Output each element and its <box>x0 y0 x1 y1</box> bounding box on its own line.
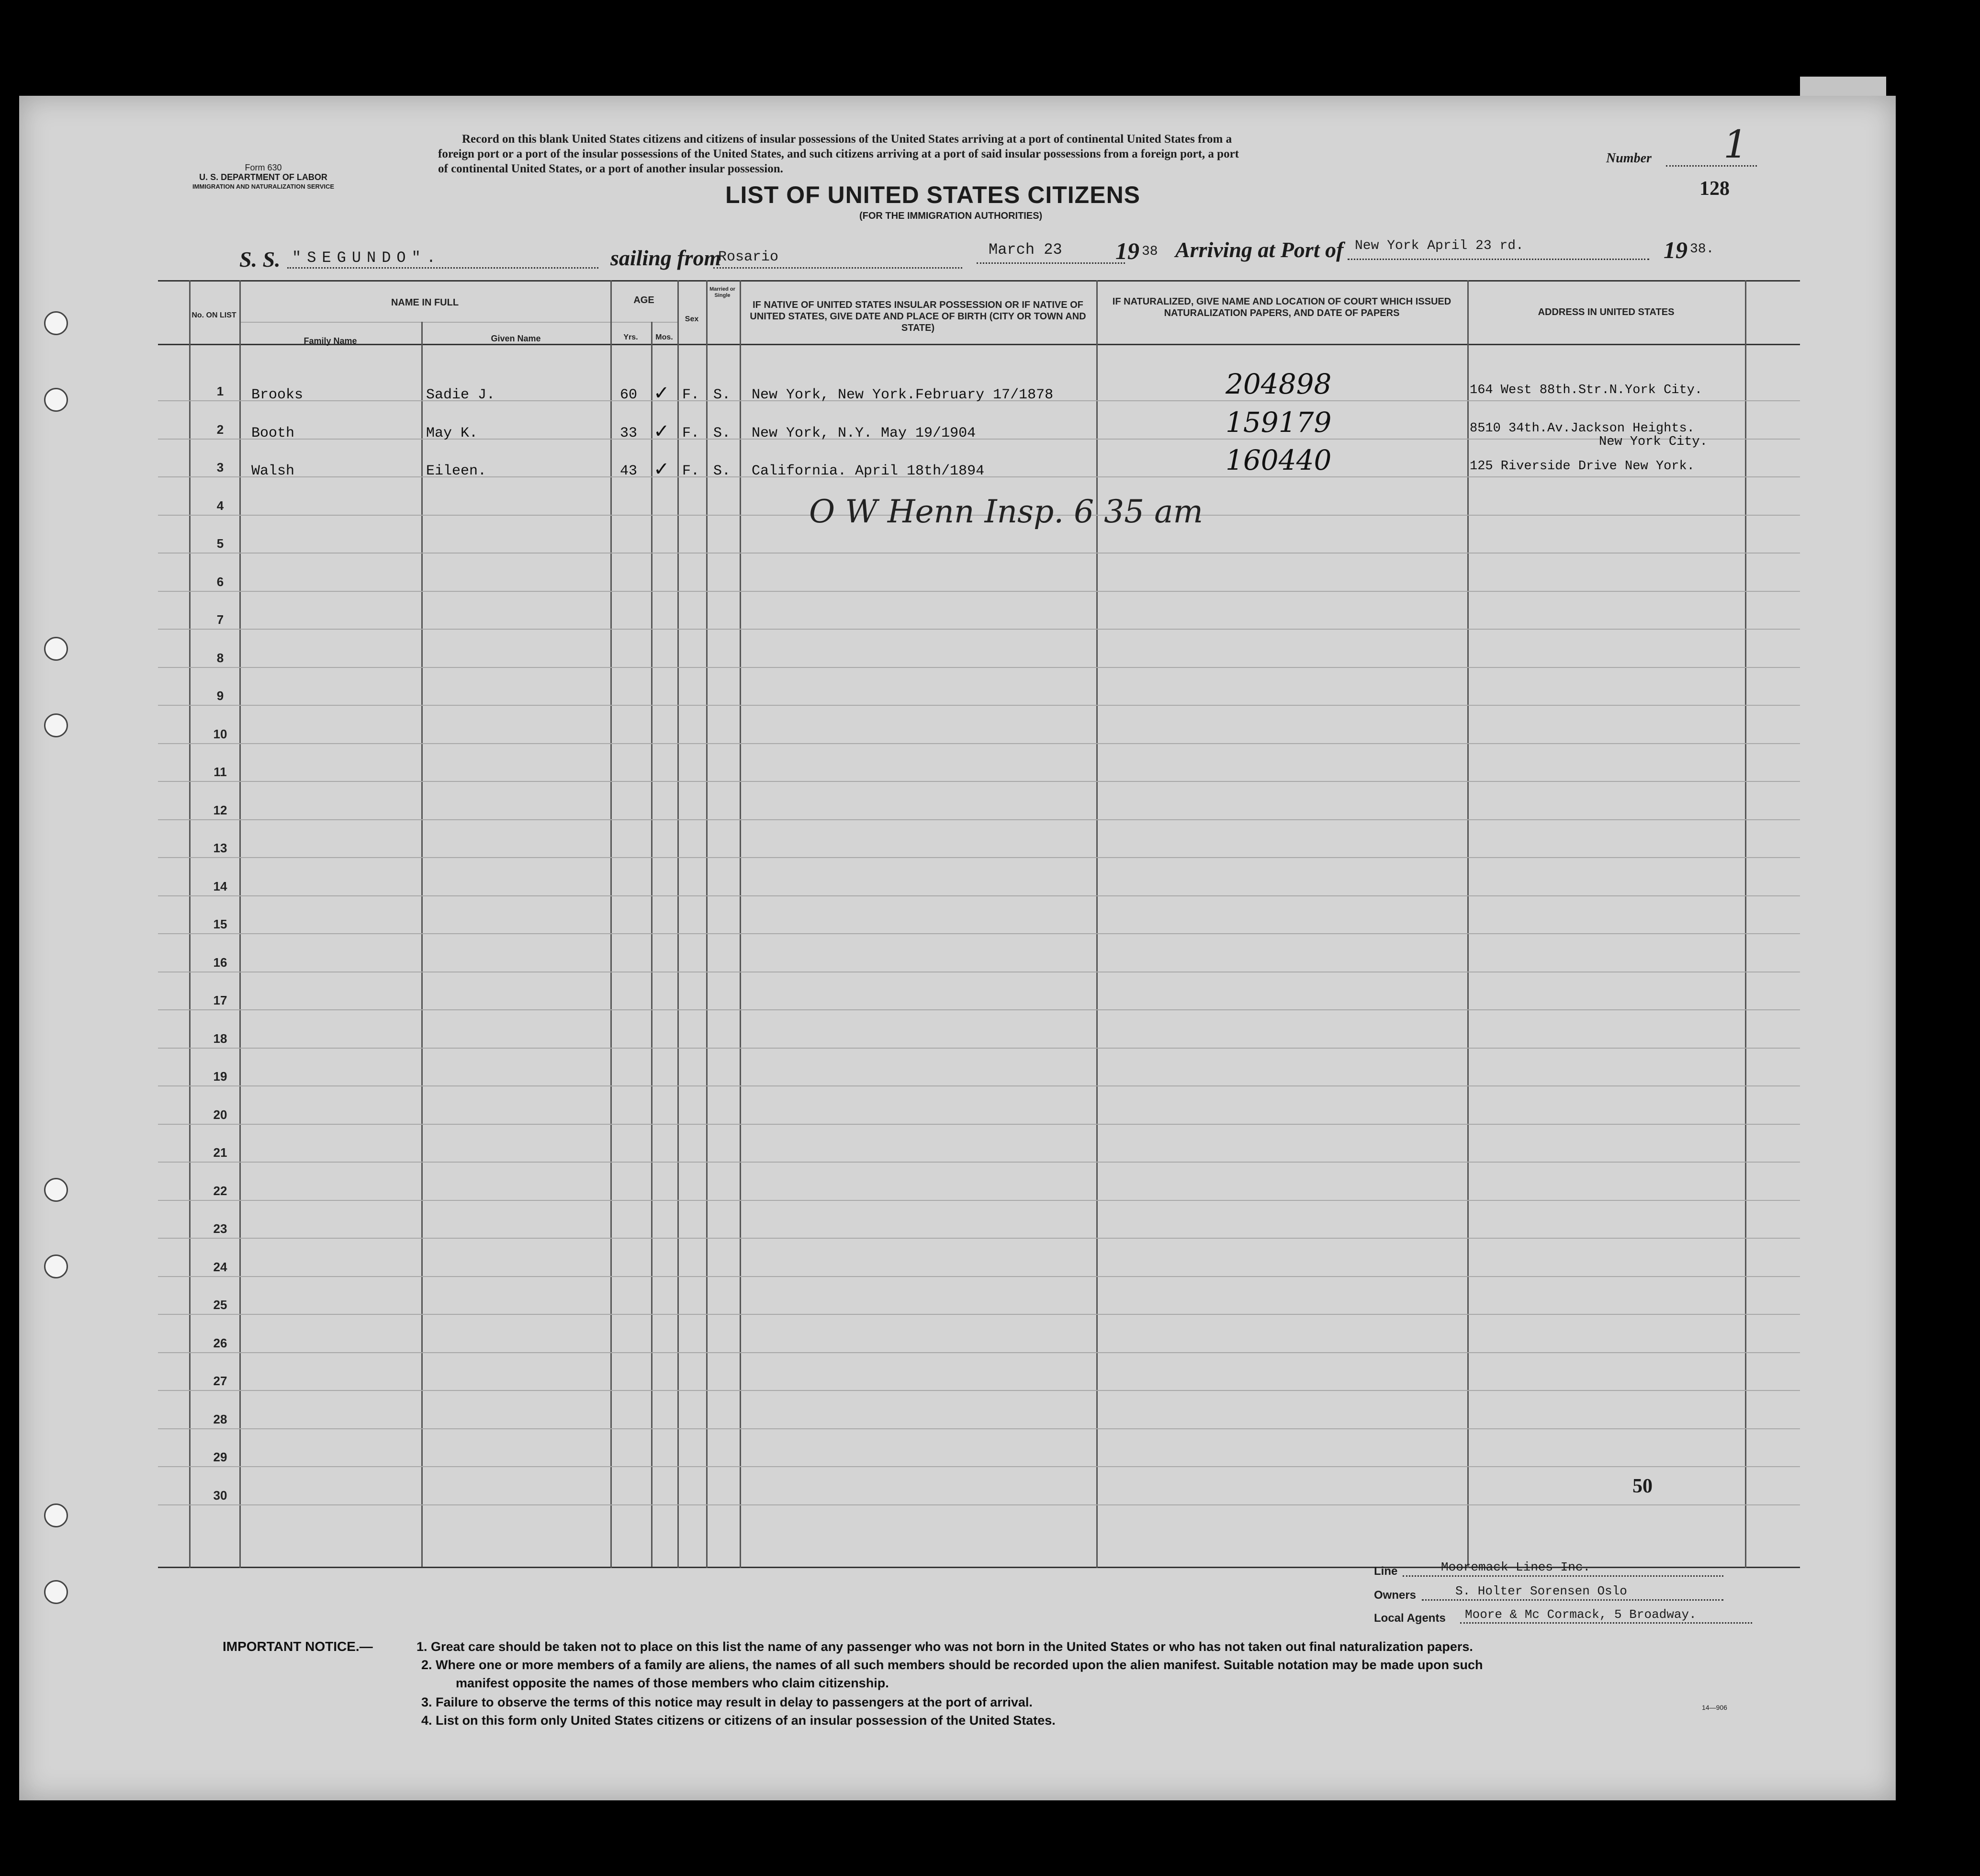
row-number: 23 <box>213 1221 227 1236</box>
marital-status-cell: S. <box>713 387 731 403</box>
age-subheader-rule <box>610 322 677 323</box>
row-rule <box>158 743 1800 744</box>
header-married: Married or Single <box>709 286 735 298</box>
header-address: ADDRESS IN UNITED STATES <box>1538 307 1675 317</box>
port-to: New York April 23 rd. <box>1355 238 1524 253</box>
age-years-cell: 60 <box>620 387 638 403</box>
header-native: IF NATIVE OF UNITED STATES INSULAR POSSESSION OR IF NATIVE OF UNITED STATES, GIVE DATE AND PLACE OF BIRTH (CITY OR TOWN AND STATE) <box>750 300 1086 333</box>
print-code: 14—906 <box>1702 1704 1727 1711</box>
naturalization-paper-number: 159179 <box>1226 406 1332 439</box>
naturalization-paper-number: 204898 <box>1226 368 1332 400</box>
row-number: 17 <box>213 993 227 1007</box>
row-number: 12 <box>213 803 227 817</box>
age-months-cell: ✓ <box>653 382 670 404</box>
inspector-note: O W Henn Insp. 6 35 am <box>809 493 1204 530</box>
service-name: IMMIGRATION AND NATURALIZATION SERVICE <box>192 183 335 190</box>
row-rule <box>158 1238 1800 1239</box>
header-name-in-full: NAME IN FULL <box>391 297 459 308</box>
row-rule <box>158 1200 1800 1201</box>
col-divider <box>651 322 652 1567</box>
birth-details-cell: California. April 18th/1894 <box>752 463 985 479</box>
family-name-cell: Walsh <box>251 463 295 479</box>
date-line <box>977 262 1125 264</box>
binder-hole <box>44 388 68 412</box>
owners-label: Owners <box>1374 1589 1417 1602</box>
row-rule <box>158 439 1800 440</box>
row-number: 8 <box>216 651 224 665</box>
row-rule <box>158 629 1800 630</box>
row-rule <box>158 1504 1800 1505</box>
row-number: 13 <box>213 841 227 855</box>
row-rule <box>158 1162 1800 1163</box>
notice-item-1: 1. Great care should be taken not to place on this list the name of any passenger who was not born in the United States or who has not taken out final naturalization papers. <box>416 1639 1473 1654</box>
row-number: 29 <box>213 1450 227 1464</box>
line-dotline <box>1403 1575 1723 1577</box>
year-prefix-1: 19 <box>1115 237 1139 264</box>
departure-date: March 23 <box>989 241 1062 259</box>
notice-item-3: 3. Failure to observe the terms of this notice may result in delay to passengers at the port of arrival. <box>421 1695 1033 1709</box>
header-family-name: Family Name <box>304 336 357 346</box>
owners-dotline <box>1422 1599 1723 1601</box>
row-number: 14 <box>213 879 227 893</box>
notice-item-2: 2. Where one or more members of a family are aliens, the names of all such members should be recorded upon the alien manifest. Suitable notation may be made upon such <box>421 1658 1483 1672</box>
address-cell: 125 Riverside Drive New York. <box>1470 459 1695 474</box>
instructions-line-3: of continental United States, or a port of another insular possession. <box>438 162 783 175</box>
row-number: 22 <box>213 1184 227 1198</box>
agents-value: Moore & Mc Cormack, 5 Broadway. <box>1465 1607 1697 1622</box>
year-prefix-2: 19 <box>1664 237 1688 263</box>
ship-name: "SEGUNDO". <box>292 249 442 267</box>
row-number: 9 <box>216 689 224 703</box>
table-top-rule <box>158 280 1800 282</box>
birth-details-cell: New York, N.Y. May 19/1904 <box>752 425 976 441</box>
row-rule <box>158 553 1800 554</box>
marital-status-cell: S. <box>713 463 731 479</box>
ss-label: S. S. <box>239 247 281 271</box>
row-rule <box>158 1428 1800 1429</box>
agents-label: Local Agents <box>1374 1612 1446 1625</box>
sailing-label: sailing from <box>610 246 721 270</box>
family-name-cell: Brooks <box>251 387 304 403</box>
row-number: 25 <box>213 1298 227 1312</box>
row-number: 30 <box>213 1488 227 1503</box>
row-number: 18 <box>213 1031 227 1046</box>
instructions-line-1: Record on this blank United States citizens and citizens of insular possessions of the United States arriving at a port of continental United States from a <box>462 133 1232 146</box>
binder-hole <box>44 1503 68 1527</box>
row-rule <box>158 1124 1800 1125</box>
age-months-cell: ✓ <box>653 420 670 442</box>
row-number: 1 <box>216 384 224 398</box>
number-value: 1 <box>1723 122 1748 167</box>
header-naturalized: IF NATURALIZED, GIVE NAME AND LOCATION OF COURT WHICH ISSUED NATURALIZATION PAPERS, AND DATE OF PAPERS <box>1112 296 1451 318</box>
row-rule <box>158 1352 1800 1353</box>
row-number: 11 <box>214 765 227 779</box>
ship-line <box>287 267 598 269</box>
age-years-cell: 43 <box>620 463 638 479</box>
departure-year: 38 <box>1142 244 1158 259</box>
binder-hole <box>44 1254 68 1278</box>
row-number: 5 <box>216 536 224 551</box>
sex-cell: F. <box>682 425 700 441</box>
given-name-cell: Sadie J. <box>426 387 495 403</box>
page-number: 128 <box>1699 178 1730 200</box>
header-yrs: Yrs. <box>623 333 638 341</box>
col-divider <box>610 280 612 1568</box>
agents-dotline <box>1460 1622 1752 1624</box>
age-months-cell: ✓ <box>653 458 670 480</box>
naturalization-paper-number: 160440 <box>1226 444 1332 476</box>
binder-hole <box>44 637 68 661</box>
row-number: 3 <box>216 460 224 475</box>
row-number: 16 <box>213 955 227 970</box>
col-divider <box>239 280 241 1568</box>
row-number: 7 <box>216 612 224 627</box>
row-number: 20 <box>213 1108 227 1122</box>
birth-details-cell: New York, New York.February 17/1878 <box>752 387 1054 403</box>
row-number: 4 <box>216 498 224 513</box>
col-divider <box>740 280 741 1568</box>
name-subheader-rule <box>239 322 613 323</box>
row-rule <box>158 1276 1800 1277</box>
address-cell: 164 West 88th.Str.N.York City. <box>1470 383 1703 397</box>
department-name: U. S. DEPARTMENT OF LABOR <box>199 172 327 182</box>
col-divider <box>706 280 708 1568</box>
row-number: 26 <box>213 1336 227 1350</box>
number-label: Number <box>1606 151 1652 166</box>
owners-value: S. Holter Sorensen Oslo <box>1455 1584 1627 1598</box>
tally-number: 50 <box>1632 1475 1653 1497</box>
row-number: 2 <box>216 422 224 437</box>
row-rule <box>158 933 1800 934</box>
row-rule <box>158 781 1800 782</box>
port-from-line <box>713 267 962 269</box>
col-divider <box>421 322 423 1567</box>
col-divider <box>677 280 679 1568</box>
form-title: LIST OF UNITED STATES CITIZENS <box>725 181 1141 208</box>
row-number: 21 <box>213 1145 227 1160</box>
header-mos: Mos. <box>655 333 673 341</box>
arriving-label: Arriving at Port of <box>1175 237 1344 262</box>
binder-hole <box>44 1178 68 1202</box>
row-rule <box>158 1048 1800 1049</box>
line-value: Mooremack Lines Inc. <box>1441 1560 1591 1574</box>
given-name-cell: May K. <box>426 425 478 441</box>
row-rule <box>158 1314 1800 1315</box>
port-to-line <box>1348 259 1649 260</box>
row-rule <box>158 819 1800 820</box>
row-rule <box>158 591 1800 592</box>
age-years-cell: 33 <box>620 425 638 441</box>
address-cell-continued: New York City. <box>1599 435 1708 449</box>
col-divider <box>1096 280 1098 1568</box>
binder-hole <box>44 311 68 335</box>
notice-item-4: 4. List on this form only United States citizens or citizens of an insular possession of the United States. <box>421 1713 1056 1728</box>
family-name-cell: Booth <box>251 425 295 441</box>
row-number: 10 <box>213 727 227 741</box>
row-rule <box>158 705 1800 706</box>
instructions-line-2: foreign port or a port of the insular possessions of the United States, and such citizens arriving at a port of said insular possessions from a foreign port, a port <box>438 147 1239 160</box>
binder-hole <box>44 713 68 737</box>
address-cell: 8510 34th.Av.Jackson Heights. <box>1470 421 1695 436</box>
row-number: 27 <box>213 1374 227 1388</box>
sex-cell: F. <box>682 387 700 403</box>
form-subtitle: (FOR THE IMMIGRATION AUTHORITIES) <box>859 211 1043 221</box>
header-age: AGE <box>633 295 654 305</box>
marital-status-cell: S. <box>713 425 731 441</box>
sex-cell: F. <box>682 463 700 479</box>
row-rule <box>158 1085 1800 1086</box>
port-from: Rosario <box>718 249 779 265</box>
row-rule <box>158 667 1800 668</box>
row-number: 6 <box>216 575 224 589</box>
notice-title: IMPORTANT NOTICE.— <box>223 1639 373 1654</box>
row-rule <box>158 1390 1800 1391</box>
line-label: Line <box>1374 1565 1398 1578</box>
row-rule <box>158 1466 1800 1467</box>
row-number: 24 <box>213 1260 227 1274</box>
binder-hole <box>44 1580 68 1604</box>
row-number: 19 <box>213 1069 227 1084</box>
header-given-name: Given Name <box>491 334 541 343</box>
notice-item-2-cont: manifest opposite the names of those members who claim citizenship. <box>456 1676 889 1690</box>
header-sex: Sex <box>685 315 699 323</box>
form-number: Form 630 <box>245 163 282 172</box>
given-name-cell: Eileen. <box>426 463 487 479</box>
row-rule <box>158 895 1800 896</box>
col-divider <box>1745 280 1746 1568</box>
row-rule <box>158 857 1800 858</box>
col-divider <box>189 280 191 1568</box>
header-no: No. ON LIST <box>191 311 236 319</box>
row-number: 28 <box>213 1412 227 1426</box>
row-number: 15 <box>213 917 227 931</box>
manifest-sheet <box>19 96 1896 1800</box>
row-rule <box>158 1009 1800 1010</box>
arrival-year: 38. <box>1690 242 1714 257</box>
col-divider <box>1467 280 1469 1568</box>
